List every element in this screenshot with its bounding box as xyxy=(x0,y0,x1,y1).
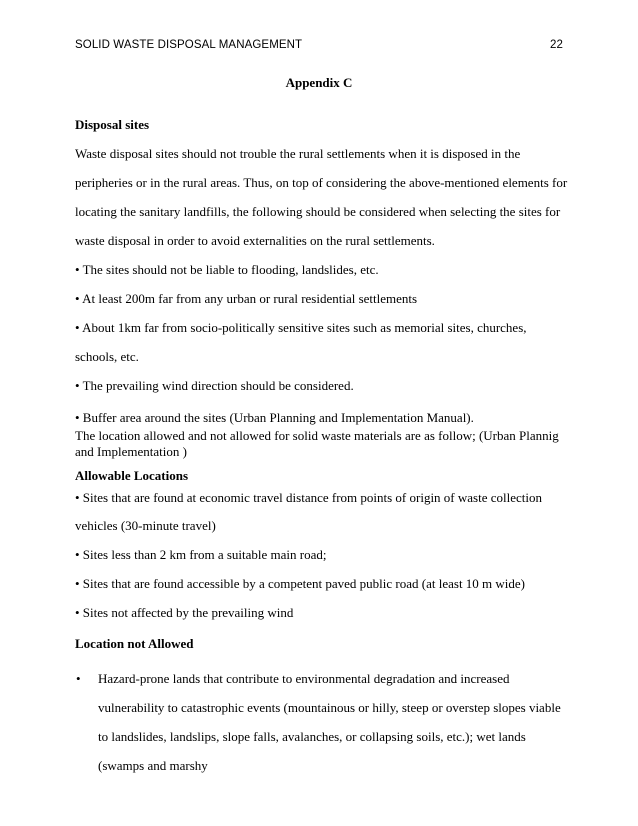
appendix-title: Appendix C xyxy=(285,75,353,90)
criteria-line: • Buffer area around the sites (Urban Planning and Implementation Manual). xyxy=(75,410,474,425)
not-allowed-list xyxy=(75,664,565,780)
running-head-title: SOLID WASTE DISPOSAL MANAGEMENT xyxy=(75,39,303,51)
allowable-line: • Sites less than 2 km from a suitable main road; xyxy=(75,547,327,562)
allowable-line: • Sites that are found at economic travel distance from points of origin of waste collection xyxy=(75,490,542,505)
allowable-locations-heading: Allowable Locations xyxy=(75,468,189,483)
criteria-line: • The prevailing wind direction should be considered. xyxy=(75,378,354,393)
document-body xyxy=(75,113,568,780)
not-allowed-item: • Hazard-prone lands that contribute to environmental degradation and increased vulnerability to catastrophic events (mountainous or hilly, steep or overstep slopes viable to landslides, landslips, slope falls, avalanches, or collapsing soils, etc.); wet lands (swamps and marshy xyxy=(75,664,565,780)
allowable-line: vehicles (30-minute travel) xyxy=(75,518,216,533)
criteria-line: • The sites should not be liable to flooding, landslides, etc. xyxy=(75,262,379,277)
body-line: peripheries or in the rural areas. Thus, on top of considering the above-mentioned elements for xyxy=(75,175,568,190)
criteria-line: • At least 200m far from any urban or rural residential settlements xyxy=(75,291,418,306)
allowable-line: • Sites not affected by the prevailing wind xyxy=(75,605,294,620)
criteria-line: schools, etc. xyxy=(75,349,139,364)
body-line: Waste disposal sites should not trouble the rural settlements when it is disposed in the xyxy=(75,146,521,161)
page-number: 22 xyxy=(550,39,563,51)
running-head xyxy=(75,39,563,51)
criteria-line: • About 1km far from socio-politically sensitive sites such as memorial sites, churches, xyxy=(75,320,527,335)
location-note: The location allowed and not allowed for solid waste materials are as follow; (Urban Plannig and Implementation ) xyxy=(75,428,559,459)
allowable-line: • Sites that are found accessible by a competent paved public road (at least 10 m wide) xyxy=(75,576,526,591)
location-not-allowed-heading: Location not Allowed xyxy=(75,636,194,651)
body-line: locating the sanitary landfills, the following should be considered when selecting the sites for xyxy=(75,204,561,219)
disposal-sites-heading: Disposal sites xyxy=(75,117,150,132)
body-line: waste disposal in order to avoid externalities on the rural settlements. xyxy=(75,233,435,248)
